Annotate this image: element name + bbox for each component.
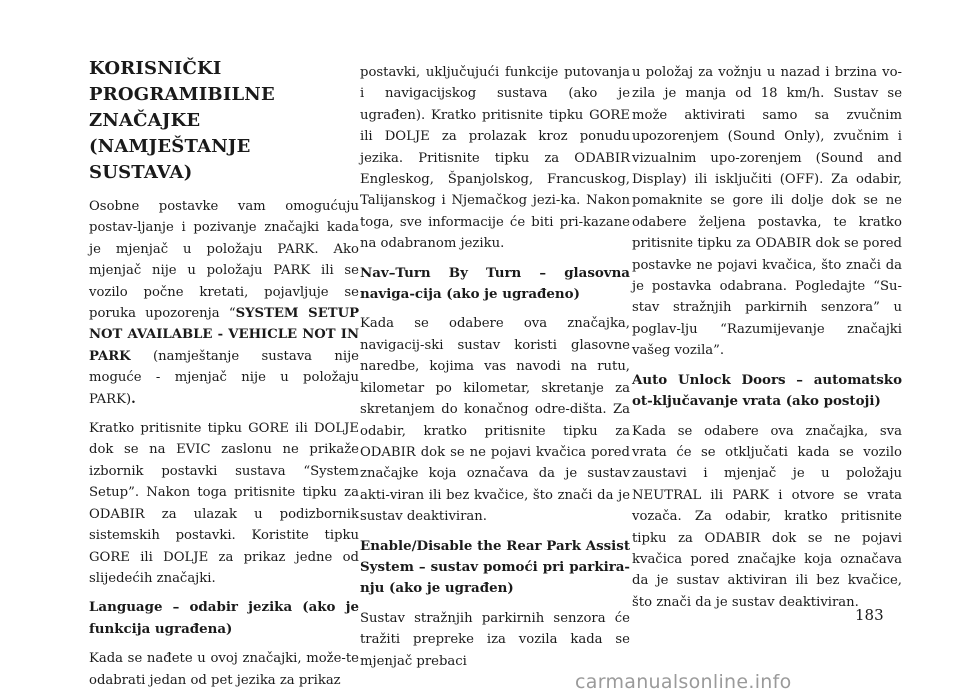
heading-auto-unlock: Auto Unlock Doors – automatsko ot-ključavanje vrata (ako postoji) [632,371,902,410]
title-line: KORISNIČKI [89,58,222,79]
heading-park-assist: Enable/Disable the Rear Park Assist System – sustav pomoći pri parkira-nju (ako je ugrađen) [360,537,630,597]
column-3 [632,62,902,621]
column-1 [89,56,359,699]
page-number: 183 [855,606,884,624]
park-assist-paragraph: Sustav stražnjih parkirnih senzora će tražiti prepreke iza vozila kada se mjenjač prebaci [360,610,630,669]
title-line: PROGRAMIBILNE [89,84,275,105]
language-paragraph-cont: postavki, uključujući funkcije putovanja i navigacijskog sustava (ako je ugrađen). Kratko pritisnite tipku GORE ili DOLJE za prolazak kroz ponudu jezika. Pritisnite tipku za ODABIR Engleskog, Španjolskog, Francuskog, Talijanskog i Njemačkog jezi-ka. Nakon toga, sve informacije će biti pri-kazane na odabranom jeziku. [360,65,630,252]
watermark: carmanualsonline.info [575,671,792,693]
auto-unlock-paragraph: Kada se odabere ova značajka, sva vrata će se otključati kada se vozilo zaustavi i mjenjač je u položaju NEUTRAL ili PARK i otvore se vrata vozača. Za odabir, kratko pritisnite tipku za ODABIR dok se ne pojavi kvačica pored značajke koja označava da je sustav aktiviran ili bez kvačice, što znači da je sustav deaktiviran. [632,423,902,610]
heading-language: Language – odabir jezika (ako je funkcija ugrađena) [89,599,359,637]
title-line: ZNAČAJKE (NAMJEŠTANJE [89,110,251,157]
heading-navigation: Nav–Turn By Turn – glasovna naviga-cija (ako je ugrađeno) [360,264,630,303]
title-line: SUSTAVA) [89,162,193,183]
warning-message: SYSTEM SETUP NOT AVAILABLE - VEHICLE NOT IN PARK [89,306,359,364]
column-2 [360,62,630,680]
park-assist-paragraph-cont: u položaj za vožnju u nazad i brzina vo-zila je manja od 18 km/h. Sustav se može aktivirati samo sa zvučnim upozorenjem (Sound Only), zvučnim i vizualnim upo-zorenjem (Sound and Display) ili isključiti (OFF). Za odabir, pomaknite se gore ili dolje dok se ne odabere željena postavka, te kratko pritisnite tipku za ODABIR dok se pored postavke ne pojavi kvačica, što znači da je postavka odabrana. Pogledajte “Su-stav stražnjih parkirnih senzora” u poglav-lju “Razumijevanje značajki vašeg vozila”. [632,65,902,359]
navigation-paragraph: Kada se odabere ova značajka, navigacij-ski sustav koristi glasovne naredbe, kojima vas navodi na rutu, kilometar po kilometar, skretanje za skretanjem do konačnog odre-dišta. Za odabir, kratko pritisnite tipku za ODABIR dok se ne pojavi kvačica pored značajke koja označava da je sustav akti-viran ili bez kvačice, što znači da je sustav deaktiviran. [360,316,630,525]
language-paragraph: Kada se nađete u ovoj značajki, može-te odabrati jedan od pet jezika za prikaz [89,651,359,688]
section-title [89,56,359,186]
intro-paragraph: Osobne postavke vam omogućuju postav-ljanje i pozivanje značajki kada je mjenjač u položaju PARK. Ako mjenjač nije u položaju PARK ili se vozilo počne kretati, pojavljuje se poruka upozorenja “SYSTEM SETUP NOT AVAILABLE - VEHICLE NOT IN PARK (namještanje sustava nije moguće - mjenjač nije u položaju PARK). [89,199,359,407]
instructions-paragraph: Kratko pritisnite tipku GORE ili DOLJE dok se na EVIC zaslonu ne prikaže izbornik postavki sustava “System Setup”. Nakon toga pritisnite tipku za ODABIR za ulazak u podizbornik sistemskih postavki. Koristite tipku GORE ili DOLJE za prikaz jedne od slijedećih značajki. [89,421,359,586]
